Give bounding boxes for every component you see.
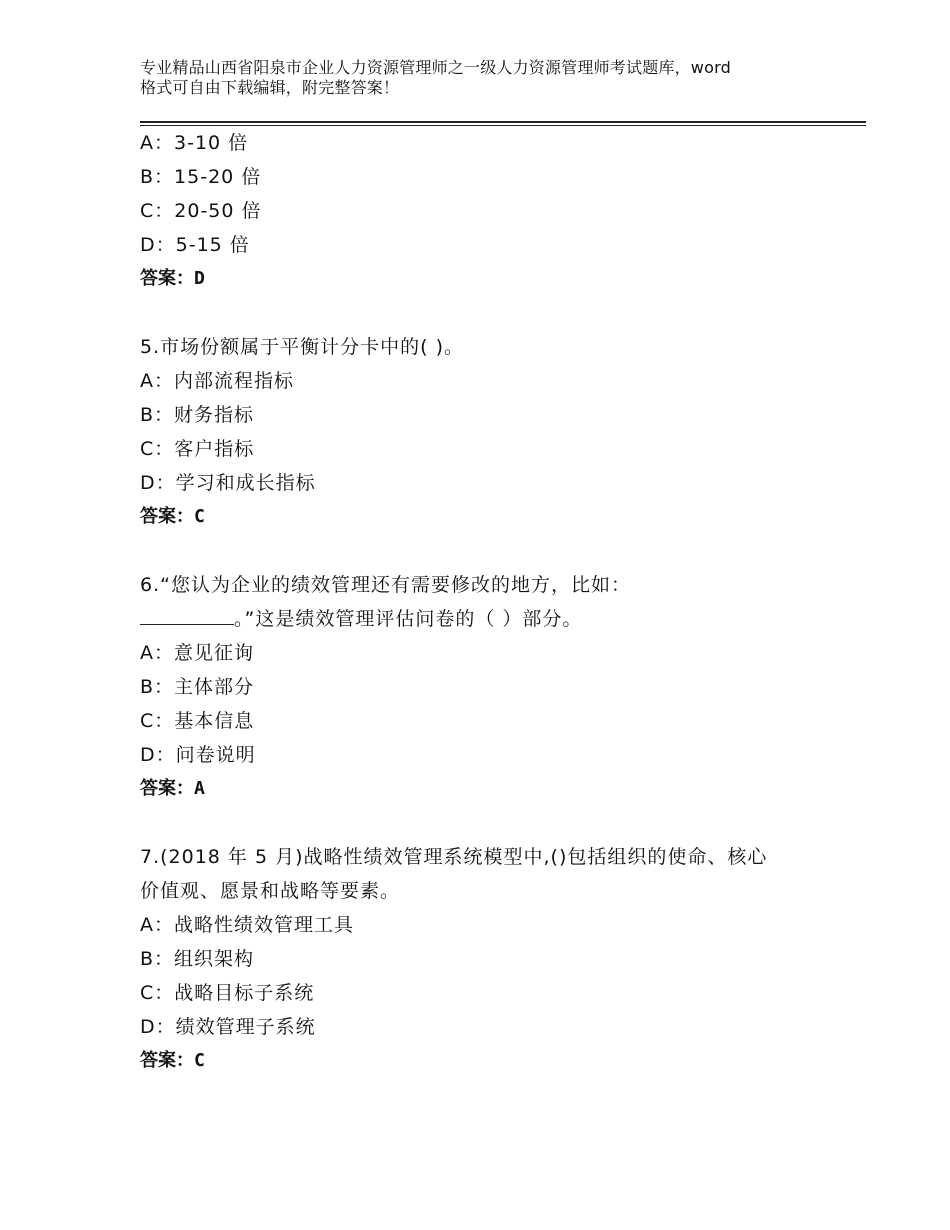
question-stem-line-2: 价值观、愿景和战略等要素。 [140,880,401,902]
header-line-2: 格式可自由下载编辑，附完整答案！ [140,78,400,97]
option-b: B：15-20 倍 [140,166,262,188]
question-stem-text: 。”这是绩效管理评估问卷的（ ）部分。 [234,608,583,630]
answer-label: 答案：C [140,506,205,527]
question-stem-line-1: 6.“您认为企业的绩效管理还有需要修改的地方，比如： [140,574,631,596]
option-c: C：客户指标 [140,438,255,460]
option-a: A：内部流程指标 [140,370,294,392]
answer-label: 答案：A [140,778,205,799]
option-c: C：战略目标子系统 [140,982,315,1004]
option-a: A：意见征询 [140,642,254,664]
question-4 [140,126,860,296]
option-a: A：3-10 倍 [140,132,249,154]
option-d: D：问卷说明 [140,744,256,766]
question-list [140,126,860,1078]
question-5 [140,330,860,534]
spacer [140,296,860,330]
option-d: D：5-15 倍 [140,234,250,256]
question-6 [140,568,860,806]
header-divider-thick [140,121,866,123]
option-b: B：财务指标 [140,404,255,426]
spacer [140,534,860,568]
question-stem: 5.市场份额属于平衡计分卡中的( )。 [140,336,464,358]
answer-label: 答案：D [140,268,205,289]
option-d: D：学习和成长指标 [140,472,316,494]
question-7 [140,840,860,1078]
header-line-1: 专业精品山西省阳泉市企业人力资源管理师之一级人力资源管理师考试题库，word [140,58,731,77]
fill-blank [140,606,234,625]
document-header [140,58,840,98]
option-b: B：主体部分 [140,676,255,698]
spacer [140,806,860,840]
option-c: C：20-50 倍 [140,200,262,222]
option-b: B：组织架构 [140,948,255,970]
answer-label: 答案：C [140,1050,205,1071]
question-stem-line-1: 7.(2018 年 5 月)战略性绩效管理系统模型中,()包括组织的使命、核心 [140,846,768,868]
question-stem-line-2 [140,602,860,636]
option-d: D：绩效管理子系统 [140,1016,316,1038]
option-a: A：战略性绩效管理工具 [140,914,354,936]
option-c: C：基本信息 [140,710,255,732]
